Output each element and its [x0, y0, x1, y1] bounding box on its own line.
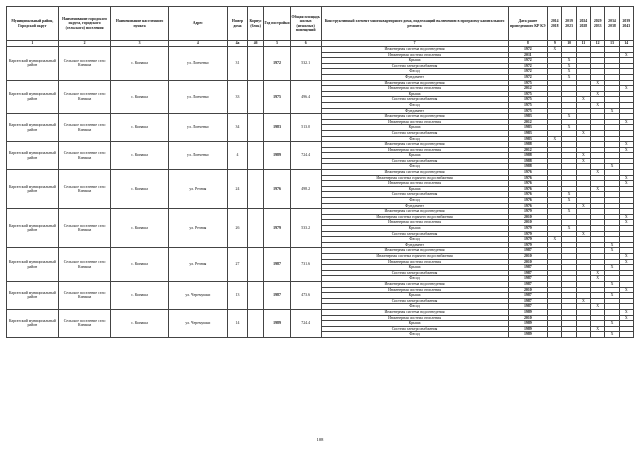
column-number: 5 [264, 41, 290, 47]
element-cell: Инженерная система водоотведения [321, 281, 508, 287]
district-cell: Каргатский муниципальный район [7, 170, 59, 209]
element-cell: Система электроснабжения [321, 63, 508, 69]
area-cell: 473.6 [290, 281, 321, 309]
element-cell: Система электроснабжения [321, 158, 508, 164]
block-cell [247, 281, 264, 309]
locality-cell: с. Кинаша [111, 281, 168, 309]
table-body [7, 47, 634, 338]
period-cell: X [605, 164, 619, 170]
element-cell: Инженерная система отопления [321, 287, 508, 293]
address-cell: ул. Лонченко [168, 114, 227, 142]
header-period-3: 2024 2028 [576, 7, 590, 41]
period-cell: X [591, 270, 605, 276]
element-cell: Инженерная система водоотведения [321, 80, 508, 86]
header-year: Год постройки [264, 7, 290, 41]
period-cell: X [576, 153, 590, 159]
block-cell [247, 47, 264, 81]
element-cell: Крыша [321, 293, 508, 299]
column-number: 13 [605, 41, 619, 47]
period-cell: X [576, 97, 590, 103]
element-cell: Инженерная система водоотведения [321, 248, 508, 254]
column-number: 14 [619, 41, 633, 47]
block-cell [247, 309, 264, 337]
column-number: 8 [508, 41, 548, 47]
prior-date-cell: 1976 [508, 181, 548, 187]
prior-date-cell: 1987 [508, 293, 548, 299]
period-cell: X [619, 214, 633, 220]
prior-date-cell: 2012 [508, 147, 548, 153]
header-period-2: 2019 2023 [562, 7, 576, 41]
element-cell: Инженерная система отопления [321, 119, 508, 125]
block-cell [247, 170, 264, 209]
area-cell: 513.0 [290, 114, 321, 142]
period-cell: X [605, 108, 619, 114]
district-cell: Каргатский муниципальный район [7, 142, 59, 170]
element-cell: Система электроснабжения [321, 130, 508, 136]
prior-date-cell: 1983 [508, 130, 548, 136]
year-cell: 1987 [264, 248, 290, 282]
element-cell: Инженерная система отопления [321, 220, 508, 226]
element-cell: Инженерная система отопления [321, 315, 508, 321]
element-cell: Инженерная система водоотведения [321, 209, 508, 215]
locality-cell: с. Кинаша [111, 309, 168, 337]
element-cell: Фасад [321, 304, 508, 310]
element-cell: Фундамент [321, 242, 508, 248]
column-number: 10 [562, 41, 576, 47]
prior-date-cell: 1975 [508, 91, 548, 97]
year-cell: 1975 [264, 80, 290, 114]
year-cell: 1983 [264, 114, 290, 142]
period-cell: X [619, 147, 633, 153]
period-cell [591, 332, 605, 338]
prior-date-cell: 1989 [508, 332, 548, 338]
period-cell: X [619, 142, 633, 148]
house-number-cell: 27 [228, 248, 248, 282]
address-cell: ул. Черемушки [168, 309, 227, 337]
header-settlement: Наименование городского округа, городского (сельского) поселения [58, 7, 111, 41]
period-cell: X [576, 203, 590, 209]
prior-date-cell: 1976 [508, 175, 548, 181]
address-cell: ул. Черемушки [168, 281, 227, 309]
district-cell: Каргатский муниципальный район [7, 248, 59, 282]
prior-date-cell: 1988 [508, 153, 548, 159]
district-cell: Каргатский муниципальный район [7, 47, 59, 81]
locality-cell: с. Кинаша [111, 142, 168, 170]
prior-date-cell: 1979 [508, 226, 548, 232]
period-cell: X [548, 47, 562, 53]
block-cell [247, 114, 264, 142]
page-number: 108 [316, 437, 324, 442]
period-cell: X [591, 91, 605, 97]
house-number-cell: 4 [228, 142, 248, 170]
prior-date-cell: 1989 [508, 309, 548, 315]
prior-date-cell: 1976 [508, 192, 548, 198]
period-cell: X [591, 304, 605, 310]
element-cell: Инженерная система водоотведения [321, 309, 508, 315]
area-cell: 496.4 [290, 80, 321, 114]
settlement-cell: Сельское поселение село Кинаша [58, 47, 111, 81]
column-number: 4а [228, 41, 248, 47]
element-cell: Инженерная система отопления [321, 259, 508, 265]
period-cell: X [591, 276, 605, 282]
element-cell: Фундамент [321, 203, 508, 209]
element-cell: Фасад [321, 102, 508, 108]
element-cell: Крыша [321, 186, 508, 192]
period-cell: X [591, 102, 605, 108]
area-cell: 532.1 [290, 47, 321, 81]
area-cell: 724.4 [290, 142, 321, 170]
capital-repair-table [6, 6, 634, 338]
settlement-cell: Сельское поселение село Кинаша [58, 248, 111, 282]
header-period-4: 2029 2033 [591, 7, 605, 41]
settlement-cell: Сельское поселение село Кинаша [58, 209, 111, 248]
period-cell: X [619, 259, 633, 265]
period-cell: X [576, 158, 590, 164]
period-cell: X [619, 52, 633, 58]
prior-date-cell: 1972 [508, 47, 548, 53]
period-cell: X [591, 326, 605, 332]
period-cell: X [619, 309, 633, 315]
period-cell [548, 332, 562, 338]
period-cell: X [562, 198, 576, 204]
period-cell: X [562, 226, 576, 232]
period-cell: X [619, 287, 633, 293]
program-sheet [6, 6, 634, 338]
prior-date-cell: 1987 [508, 298, 548, 304]
column-number: 3 [111, 41, 168, 47]
element-cell: Система электроснабжения [321, 326, 508, 332]
period-cell: X [548, 136, 562, 142]
block-cell [247, 80, 264, 114]
element-cell: Фасад [321, 276, 508, 282]
prior-date-cell: 1988 [508, 142, 548, 148]
prior-date-cell: 1975 [508, 108, 548, 114]
column-number: 4 [168, 41, 227, 47]
prior-date-cell: 1987 [508, 304, 548, 310]
period-cell: X [605, 293, 619, 299]
prior-date-cell: 1987 [508, 265, 548, 271]
address-cell: ул. Речная [168, 170, 227, 209]
header-locality: Наименование населенного пункта [111, 7, 168, 41]
block-cell [247, 248, 264, 282]
period-cell: X [619, 86, 633, 92]
element-cell: Инженерная система отопления [321, 86, 508, 92]
address-cell: ул. Лонченко [168, 142, 227, 170]
element-cell: Система электроснабжения [321, 270, 508, 276]
period-cell: X [619, 119, 633, 125]
header-prior-date: Дата ранее проведенного КР КЭ [508, 7, 548, 41]
period-cell [562, 332, 576, 338]
period-cell: X [548, 237, 562, 243]
house-number-cell: 14 [228, 309, 248, 337]
prior-date-cell: 1976 [508, 170, 548, 176]
prior-date-cell: 2010 [508, 259, 548, 265]
prior-date-cell: 2010 [508, 287, 548, 293]
district-cell: Каргатский муниципальный район [7, 281, 59, 309]
period-cell: X [605, 242, 619, 248]
house-number-cell: 34 [228, 114, 248, 142]
prior-date-cell: 1983 [508, 114, 548, 120]
period-cell: X [562, 209, 576, 215]
prior-date-cell: 1972 [508, 58, 548, 64]
element-cell: Крыша [321, 226, 508, 232]
house-number-cell: 24 [228, 170, 248, 209]
period-cell: X [562, 74, 576, 80]
period-cell: X [562, 192, 576, 198]
period-cell [619, 332, 633, 338]
element-cell: Крыша [321, 321, 508, 327]
column-number: 12 [591, 41, 605, 47]
prior-date-cell: 1975 [508, 80, 548, 86]
period-cell: X [605, 281, 619, 287]
element-cell: Инженерная система водоотведения [321, 114, 508, 120]
period-cell: X [562, 58, 576, 64]
year-cell: 1976 [264, 170, 290, 209]
period-cell: X [605, 248, 619, 254]
prior-date-cell: 1972 [508, 63, 548, 69]
column-number: 6 [290, 41, 321, 47]
prior-date-cell: 1983 [508, 125, 548, 131]
header-address: Адрес [168, 7, 227, 41]
element-cell: Инженерная система отопления [321, 52, 508, 58]
district-cell: Каргатский муниципальный район [7, 209, 59, 248]
area-cell: 731.6 [290, 248, 321, 282]
prior-date-cell: 1976 [508, 198, 548, 204]
element-cell: Крыша [321, 265, 508, 271]
period-cell: X [619, 181, 633, 187]
house-number-cell: 13 [228, 281, 248, 309]
prior-date-cell: 1979 [508, 231, 548, 237]
header-period-6: 2039 2043 [619, 7, 633, 41]
period-cell: X [619, 220, 633, 226]
locality-cell: с. Кинаша [111, 248, 168, 282]
period-cell: X [605, 265, 619, 271]
house-number-cell: 26 [228, 209, 248, 248]
settlement-cell: Сельское поселение село Кинаша [58, 281, 111, 309]
prior-date-cell: 1979 [508, 242, 548, 248]
element-cell: Инженерная система водоотведения [321, 170, 508, 176]
house-number-cell: 33 [228, 80, 248, 114]
year-cell: 1979 [264, 209, 290, 248]
prior-date-cell: 2010 [508, 315, 548, 321]
settlement-cell: Сельское поселение село Кинаша [58, 142, 111, 170]
prior-date-cell: 1975 [508, 97, 548, 103]
prior-date-cell: 1989 [508, 321, 548, 327]
area-cell: 498.2 [290, 170, 321, 209]
element-cell: Фасад [321, 69, 508, 75]
year-cell: 1989 [264, 309, 290, 337]
header-house-number: Номер дома [228, 7, 248, 41]
prior-date-cell: 1988 [508, 164, 548, 170]
period-cell: X [591, 170, 605, 176]
house-number-cell: 31 [228, 47, 248, 81]
prior-date-cell: 1983 [508, 136, 548, 142]
address-cell: ул. Лонченко [168, 80, 227, 114]
element-cell: Система электроснабжения [321, 298, 508, 304]
prior-date-cell: 2012 [508, 86, 548, 92]
element-cell: Крыша [321, 125, 508, 131]
locality-cell: с. Кинаша [111, 209, 168, 248]
element-cell: Инженерная система горячего водоснабжения [321, 253, 508, 259]
prior-date-cell: 1987 [508, 281, 548, 287]
element-cell: Крыша [321, 91, 508, 97]
column-number: 7 [321, 41, 508, 47]
prior-date-cell: 1975 [508, 102, 548, 108]
column-number: 2 [58, 41, 111, 47]
element-cell: Система электроснабжения [321, 231, 508, 237]
column-number: 4б [247, 41, 264, 47]
period-cell: X [591, 80, 605, 86]
prior-date-cell: 1987 [508, 276, 548, 282]
prior-date-cell: 1988 [508, 158, 548, 164]
element-cell: Крыша [321, 153, 508, 159]
prior-date-cell: 1972 [508, 74, 548, 80]
header-row [7, 7, 634, 41]
header-block: Корпус (блок) [247, 7, 264, 41]
prior-date-cell: 2011 [508, 52, 548, 58]
district-cell: Каргатский муниципальный район [7, 309, 59, 337]
period-cell: X [576, 231, 590, 237]
header-period-5: 2034 2038 [605, 7, 619, 41]
prior-date-cell: 2010 [508, 214, 548, 220]
year-cell: 1989 [264, 142, 290, 170]
settlement-cell: Сельское поселение село Кинаша [58, 309, 111, 337]
locality-cell: с. Кинаша [111, 80, 168, 114]
element-cell: Инженерная система горячего водоснабжения [321, 175, 508, 181]
period-cell: X [605, 332, 619, 338]
header-district: Муниципальный район, Городской округ [7, 7, 59, 41]
period-cell: X [591, 186, 605, 192]
header-element: Конструктивный элемент многоквартирного дома, подлежащий включению в программу капитального ремонта [321, 7, 508, 41]
locality-cell: с. Кинаша [111, 47, 168, 81]
header-area: Общая площадь жилых (нежилых) помещений [290, 7, 321, 41]
element-cell: Система электроснабжения [321, 192, 508, 198]
prior-date-cell: 1989 [508, 326, 548, 332]
header-period-1: 2014 2018 [548, 7, 562, 41]
element-cell: Фасад [321, 332, 508, 338]
prior-date-cell: 2010 [508, 253, 548, 259]
element-cell: Инженерная система отопления [321, 147, 508, 153]
element-cell: Система электроснабжения [321, 97, 508, 103]
period-cell: X [562, 114, 576, 120]
element-cell: Фасад [321, 164, 508, 170]
prior-date-cell: 1972 [508, 69, 548, 75]
period-cell: X [576, 298, 590, 304]
prior-date-cell: 1987 [508, 248, 548, 254]
district-cell: Каргатский муниципальный район [7, 114, 59, 142]
period-cell: X [619, 253, 633, 259]
year-cell: 1972 [264, 47, 290, 81]
area-cell: 724.4 [290, 309, 321, 337]
period-cell: X [605, 321, 619, 327]
element-cell: Крыша [321, 58, 508, 64]
prior-date-cell: 1976 [508, 186, 548, 192]
period-cell: X [562, 69, 576, 75]
prior-date-cell: 2010 [508, 220, 548, 226]
settlement-cell: Сельское поселение село Кинаша [58, 170, 111, 209]
period-cell: X [562, 125, 576, 131]
prior-date-cell: 2012 [508, 119, 548, 125]
settlement-cell: Сельское поселение село Кинаша [58, 114, 111, 142]
period-cell [576, 332, 590, 338]
locality-cell: с. Кинаша [111, 170, 168, 209]
prior-date-cell: 1976 [508, 203, 548, 209]
address-cell: ул. Речная [168, 209, 227, 248]
period-cell: X [576, 130, 590, 136]
period-cell: X [619, 315, 633, 321]
element-cell: Инженерная система водоотведения [321, 142, 508, 148]
prior-date-cell: 1987 [508, 270, 548, 276]
element-cell: Инженерная система отопления [321, 181, 508, 187]
block-cell [247, 142, 264, 170]
element-cell: Фасад [321, 237, 508, 243]
area-cell: 533.2 [290, 209, 321, 248]
period-cell: X [619, 175, 633, 181]
address-cell: ул. Речная [168, 248, 227, 282]
settlement-cell: Сельское поселение село Кинаша [58, 80, 111, 114]
column-number: 1 [7, 41, 59, 47]
column-number: 9 [548, 41, 562, 47]
district-cell: Каргатский муниципальный район [7, 80, 59, 114]
element-cell: Фасад [321, 198, 508, 204]
period-cell: X [562, 63, 576, 69]
element-cell: Фундамент [321, 108, 508, 114]
prior-date-cell: 1979 [508, 209, 548, 215]
element-cell: Инженерная система водоотведения [321, 47, 508, 53]
year-cell: 1987 [264, 281, 290, 309]
locality-cell: с. Кинаша [111, 114, 168, 142]
column-number: 11 [576, 41, 590, 47]
element-cell: Фасад [321, 136, 508, 142]
prior-date-cell: 1979 [508, 237, 548, 243]
block-cell [247, 209, 264, 248]
element-cell: Инженерная система горячего водоснабжения [321, 214, 508, 220]
element-cell: Фундамент [321, 74, 508, 80]
address-cell: ул. Лонченко [168, 47, 227, 81]
